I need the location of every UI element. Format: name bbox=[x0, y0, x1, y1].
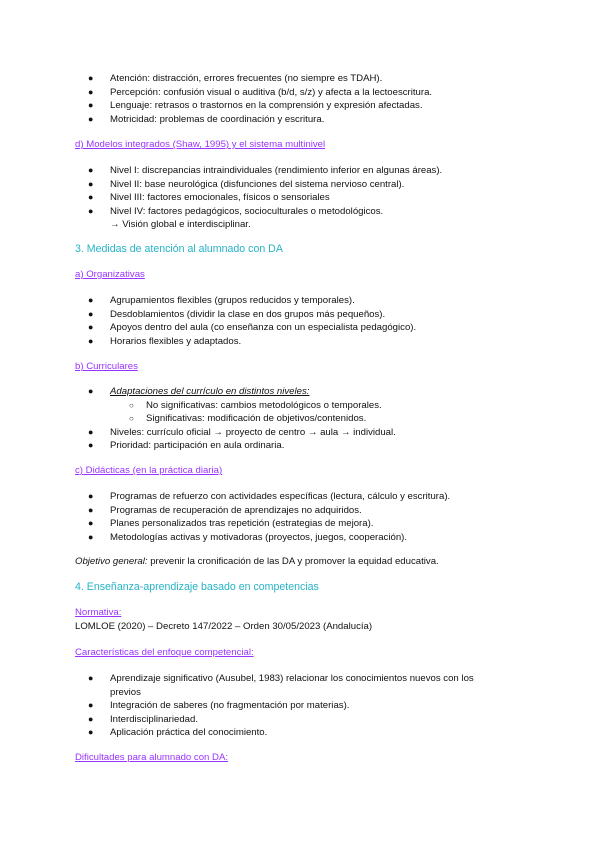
list-item-text: Nivel I: discrepancias intraindividuales (rendimiento inferior en algunas áreas). bbox=[110, 165, 443, 176]
list-item-text: Nivel IV: factores pedagógicos, socioculturales o metodológicos. bbox=[110, 205, 384, 217]
list-item-text: Nivel II: base neurológica (disfunciones del sistema nervioso central). bbox=[110, 178, 405, 190]
list-item-text: Agrupamientos flexibles (grupos reducidos y temporales). bbox=[110, 295, 355, 306]
sub-bullet-icon: ○ bbox=[129, 400, 134, 410]
list-item-text: No significativas: cambios metodológicos o temporales. bbox=[146, 399, 382, 411]
list-item bbox=[75, 385, 535, 399]
caracteristicas-list bbox=[75, 672, 535, 740]
list-item bbox=[75, 726, 535, 740]
list-item-text: Significativas: modificación de objetivos/contenidos. bbox=[146, 413, 367, 424]
adaptaciones-title: Adaptaciones del currículo en distintos niveles: bbox=[110, 386, 310, 397]
organizativas-title: a) Organizativas bbox=[75, 269, 145, 280]
bullet-icon: ● bbox=[88, 322, 94, 332]
curriculares-list bbox=[75, 385, 535, 453]
list-item bbox=[75, 713, 535, 727]
bullet-icon: ● bbox=[88, 531, 94, 542]
list-item bbox=[75, 72, 535, 86]
bullet-icon: ● bbox=[88, 386, 94, 396]
bullet-icon: ● bbox=[88, 100, 94, 110]
bullet-icon: ● bbox=[88, 673, 94, 683]
list-item-text: Atención: distracción, errores frecuentes (no siempre es TDAH). bbox=[110, 73, 383, 84]
objetivo-label: Objetivo general: bbox=[75, 556, 148, 567]
list-item-text: Nivel III: factores emocionales, físicos o sensoriales bbox=[110, 192, 330, 203]
list-item-text: Niveles: currículo oficial → proyecto de centro → aula → individual. bbox=[110, 426, 396, 438]
bullet-icon: ● bbox=[88, 165, 94, 175]
list-item bbox=[75, 531, 535, 545]
bullet-icon: ● bbox=[88, 295, 94, 305]
bullet-icon: ● bbox=[88, 73, 94, 83]
list-item bbox=[75, 191, 535, 205]
bullet-icon: ● bbox=[88, 491, 94, 501]
list-item bbox=[75, 308, 535, 322]
list-item bbox=[75, 490, 535, 504]
list-item-text: Desdoblamientos (dividir la clase en dos grupos más pequeños). bbox=[110, 308, 386, 320]
list-item bbox=[75, 321, 535, 335]
list-item-text: Horarios flexibles y adaptados. bbox=[110, 335, 242, 347]
list-item bbox=[75, 113, 535, 127]
list-item-text: Integración de saberes (no fragmentación por materias). bbox=[110, 700, 350, 711]
list-item-text: Prioridad: participación en aula ordinaria. bbox=[110, 440, 285, 451]
list-item bbox=[75, 426, 535, 440]
list-item bbox=[75, 439, 535, 453]
bullet-icon: ● bbox=[88, 86, 94, 97]
caracteristicas-title: Características del enfoque competencial: bbox=[75, 647, 254, 658]
organizativas-list bbox=[75, 294, 535, 348]
list-item-text: Aprendizaje significativo (Ausubel, 1983) relacionar los conocimientos nuevos con los previos bbox=[110, 673, 474, 698]
objetivo-text: prevenir la cronificación de las DA y promover la equidad educativa. bbox=[147, 556, 439, 567]
didacticas-list bbox=[75, 490, 535, 544]
bullet-icon: ● bbox=[88, 178, 94, 189]
didacticas-title: c) Didácticas (en la práctica diaria) bbox=[75, 465, 223, 476]
list-item bbox=[75, 412, 535, 426]
bullet-icon: ● bbox=[88, 440, 94, 450]
bullet-icon: ● bbox=[88, 700, 94, 710]
sub-bullet-icon: ○ bbox=[129, 414, 134, 423]
list-item bbox=[75, 99, 535, 113]
list-item-text: Programas de refuerzo con actividades específicas (lectura, cálculo y escritura). bbox=[110, 491, 451, 502]
bullet-icon: ● bbox=[88, 308, 94, 319]
dificultades-title: Dificultades para alumnado con DA: bbox=[75, 752, 229, 763]
list-item bbox=[75, 517, 535, 531]
list-item-text: Interdisciplinariedad. bbox=[110, 713, 198, 725]
list-item bbox=[75, 294, 535, 308]
bullet-icon: ● bbox=[88, 504, 94, 515]
list-item bbox=[75, 399, 535, 413]
list-item-text: Percepción: confusión visual o auditiva (b/d, s/z) y afecta a la lectoescritura. bbox=[110, 86, 433, 98]
modelos-continuation: → Visión global e interdisciplinar. bbox=[110, 219, 251, 230]
list-item bbox=[75, 164, 535, 178]
bullet-icon: ● bbox=[88, 335, 94, 346]
list-item bbox=[75, 672, 500, 699]
list-item-text: Aplicación práctica del conocimiento. bbox=[110, 727, 268, 738]
modelos-title: d) Modelos integrados (Shaw, 1995) y el sistema multinivel bbox=[75, 139, 326, 150]
list-item bbox=[75, 86, 535, 100]
section3-heading: 3. Medidas de atención al alumnado con DA bbox=[75, 243, 283, 255]
normativa-text: LOMLOE (2020) – Decreto 147/2022 – Orden 30/05/2023 (Andalucía) bbox=[75, 621, 373, 632]
curriculares-title: b) Curriculares bbox=[75, 361, 138, 372]
bullet-icon: ● bbox=[88, 192, 94, 202]
bullet-icon: ● bbox=[88, 426, 94, 437]
list-item-text: Metodologías activas y motivadoras (proyectos, juegos, cooperación). bbox=[110, 531, 408, 543]
bullet-icon: ● bbox=[88, 727, 94, 737]
bullet-icon: ● bbox=[88, 113, 94, 124]
list-item bbox=[75, 335, 535, 349]
section2-list bbox=[75, 72, 535, 126]
list-item bbox=[75, 504, 535, 518]
list-item bbox=[75, 205, 535, 219]
bullet-icon: ● bbox=[88, 713, 94, 724]
list-item bbox=[75, 699, 535, 713]
normativa-title: Normativa: bbox=[75, 607, 122, 618]
objetivo-paragraph bbox=[75, 555, 535, 569]
list-item-text: Motricidad: problemas de coordinación y escritura. bbox=[110, 113, 325, 125]
bullet-icon: ● bbox=[88, 205, 94, 216]
bullet-icon: ● bbox=[88, 518, 94, 528]
list-item-text: Planes personalizados tras repetición (estrategias de mejora). bbox=[110, 518, 374, 529]
list-item bbox=[75, 178, 535, 192]
modelos-list bbox=[75, 164, 535, 218]
section4-heading: 4. Enseñanza-aprendizaje basado en competencias bbox=[75, 581, 319, 593]
list-item-text: Lenguaje: retrasos o trastornos en la comprensión y expresión afectadas. bbox=[110, 100, 423, 111]
list-item-text: Apoyos dentro del aula (co enseñanza con un especialista pedagógico). bbox=[110, 322, 417, 333]
list-item-text: Programas de recuperación de aprendizajes no adquiridos. bbox=[110, 504, 362, 516]
